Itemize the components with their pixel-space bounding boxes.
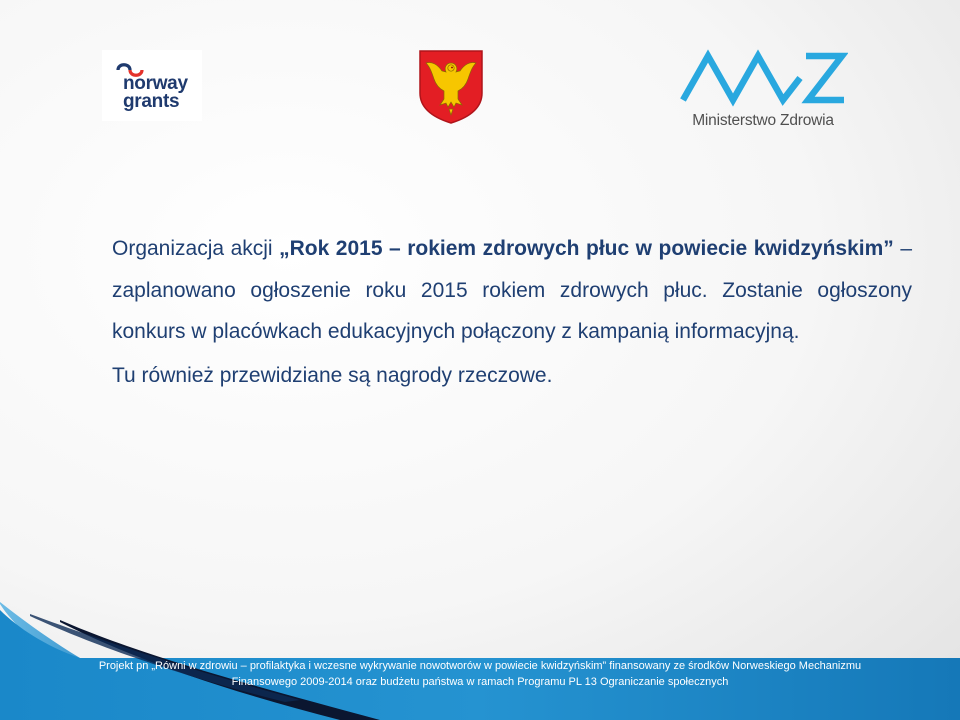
main-content [112,228,912,396]
norway-grants-text-line1: norway [123,73,188,94]
footer-line-1: Projekt pn „Równi w zdrowiu – profilaktyka i wczesne wykrywanie nowotworów w powiecie kwidzyńskim” finansowany ze środków Norweskiego Mechanizmu [98,660,862,672]
norway-grants-logo [102,50,202,121]
ministerstwo-zdrowia-logo [678,48,848,132]
paragraph-prizes: Tu również przewidziane są nagrody rzeczowe. [112,363,553,387]
paragraph-organization [112,228,912,353]
ministry-zigzag-icon [678,48,848,108]
paragraph-1-intro: Organizacja akcji [112,237,280,260]
footer-line-2: Finansowego 2009-2014 oraz budżetu państwa w ramach Programu PL 13 Ograniczanie społecznych [231,676,729,688]
norway-grants-text-line2: grants [123,91,180,112]
paragraph-1-rest: – zaplanowano ogłoszenie roku 2015 rokiem zdrowych płuc. Zostanie ogłoszony konkurs w placówkach edukacyjnych połączony z kampanią informacyjną. [112,237,912,343]
coat-of-arms [418,49,484,124]
ministry-name: Ministerstwo Zdrowia [692,112,834,129]
eagle-coat-of-arms-icon [418,49,484,124]
paragraph-1-campaign-name: „Rok 2015 – rokiem zdrowych płuc w powiecie kwidzyńskim” [279,237,894,260]
